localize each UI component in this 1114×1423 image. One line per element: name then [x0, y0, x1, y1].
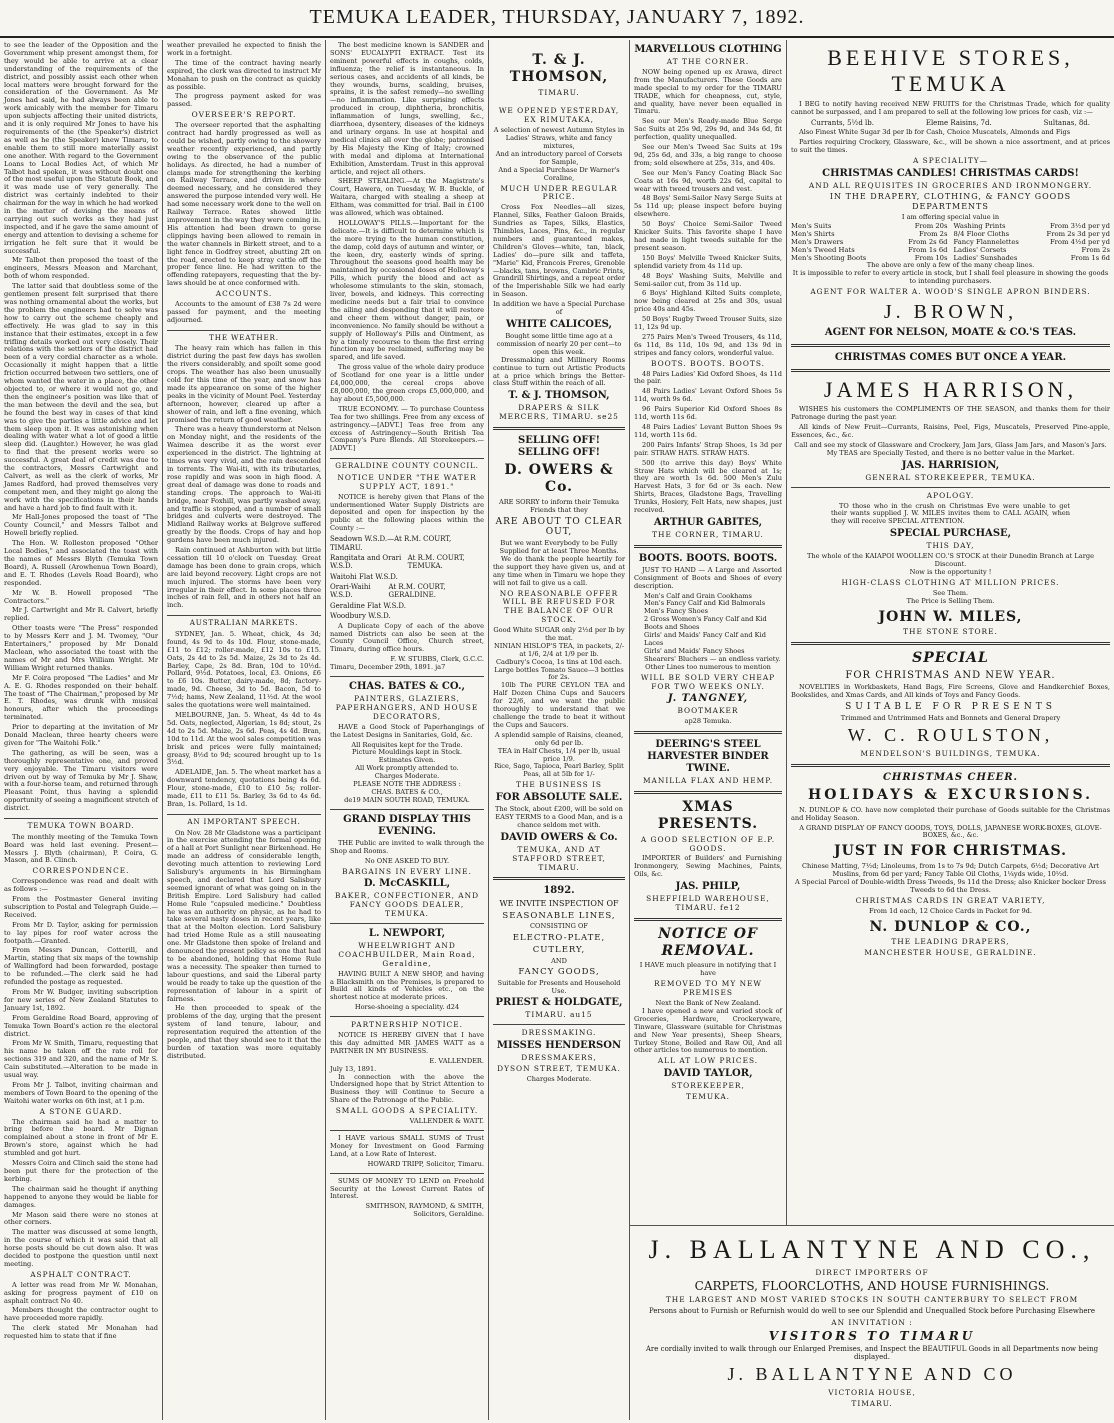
advertiser-name: DAVID TAYLOR,	[663, 1068, 753, 1080]
article-text: He then proceeded to speak of the problems of the day, urging that the present system of land tenure, labour, and representation required the attention of the people, and that they should see to it that the burden of taxation was more equitably distributed.	[167, 1004, 321, 1060]
table-row: Men's Drawers From 2s 6d	[791, 237, 948, 246]
list-item: Girls' and Maids' Fancy Shoes	[644, 646, 745, 655]
list-item: BOOTS. BOOTS. BOOTS.	[651, 358, 765, 368]
article-text: The progress payment asked for was passed.	[167, 92, 321, 109]
ad-text: DIRECT IMPORTERS OF	[815, 1268, 929, 1277]
ad-text: NO REASONABLE OFFER WILL BE REFUSED FOR THE BALANCE OF OUR STOCK.	[499, 588, 619, 625]
article-text: The gross value of the whole dairy produce of Scotland for one year is a little under £4,000,000, the cereal crops above £8,000,000, the green crops £5,000,000, and hay about £5,500,000.	[330, 363, 484, 403]
article-text: Messrs Coira and Clinch said the stone had been put there for the protection of the kerbing.	[4, 1159, 158, 1183]
article-text: to see the leader of the Opposition and the Government whip present amongst them, for they would be able to arrive at a clear understanding of the requirements of the district, and possibly assist each other when local matters were brought forward for the consideration of the Government. As Mr Jones had said, he had always been able to work amicably with the member for Timaru upon subjects affecting their united districts, and it is only required Mr Jones to have his requirements of the (the Speaker's) district as well as he (the Speaker) knew Timaru, to enable them to still more materially assist one another. With regard to the Government Loans to Local Bodies Act, of which Mr Talbot had spoken, it was without doubt one of the most useful upon the Statute Book, and it was made use of very generally. The district was certainly indebted to their chairman for the way in which he had worked in the matter of devising the means of carrying out such works as they had just inspected, and if he gave the same amount of energy and attention to devising a scheme for irrigation he felt sure that it would be successful.	[4, 41, 158, 255]
ad-text: Next the Bank of New Zealand.	[655, 999, 761, 1007]
signature: DAVID OWERS & Co.	[500, 831, 618, 843]
ad-text: But we want Everybody to be Fully Supplied for at least Three Months.	[499, 539, 619, 555]
ad-text: I am offering special value in	[901, 212, 1000, 221]
ad-text: The Price is Selling Them.	[906, 596, 995, 605]
ad-place: THE STONE STORE.	[903, 627, 998, 637]
sub-heading: NOTICE UNDER "THE WATER SUPPLY ACT, 1891."	[337, 472, 477, 491]
signature: VALLENDER & WATT.	[409, 1117, 484, 1126]
advertiser-name: T. & J. THOMSON,	[509, 52, 609, 85]
ad-title: DEERING'S STEEL HARVESTER BINDER TWINE.	[647, 739, 769, 775]
ad-text: Suitable for Presents and Household Use.	[497, 978, 621, 995]
ad-text: It is impossible to refer to every article in stock, but I shall feel pleasure in showing the goods to intending purchasers.	[792, 269, 1109, 286]
article-text: On Nov. 28 Mr Gladstone was a participant in the exercise attending the formal opening of a hall at Port Sunlight near Birkenhead. He made an address of considerable length, devoting much attention to reviewing Lord Salisbury's arguments in his Birmingham speech, and declared that Lord Salisbury seemed ignorant of what was going on in the British Empire. Lord Salisbury had called Home Rule "capsuled medicine." Doubtless he was an authority on physic, as he had to take several nasty doses in recent years, like that at the Molton election. Lord Salisbury had tried Home Rule as a still nauseating one. Mr Gladstone then spoke of Ireland and denounced the present policy as one that had to be abandoned, holding that Home Rule was a necessity. The speaker then turned to labour questions, and said the Liberal party would be ready to take up the question of the representation of labour in a spirit of fairness.	[167, 828, 321, 1003]
column-5	[630, 40, 787, 1420]
column-6	[787, 40, 1114, 1420]
ad-text: In connection with the above the Undersigned hope that by Strict Attention to Business they will Continue to Secure a Share of the Patronage of the Public.	[330, 1072, 484, 1105]
article-text: The latter said that doubtless some of the gentlemen present felt surprised that there was nothing ornamental about the works, but the problem the engineers had to solve was how to carry out the scheme cheaply and effectively. He was glad to say in this instance that their estimates, except in a few trifling details worked out very closely. Their relations with the settlers of the district had been of a very cordial character as a whole. Occasionally it might happen that a little friction occurred between two settlers, one of whom wanted the water in a place, the other objected to, or where it would not go, and then the engineer's position was like that of the man between the devil and the sea, but he found the best way in cases of that kind was to give the parties a little advice and let them sleep upon it. It was astonishing when dealing with water what a lot of good a little sleep did. (Laughter.) However, he was glad to find that the present works were so successful. A great deal of credit was due to the contractors, Messrs Cartwright and Calvert, as well as the clerk of works, Mr James Radford, had proved themselves very competent men, and they might go along the work with the specifications in their hands and have a hard job to find fault with it.	[4, 282, 158, 512]
ad-text: CUTLERY,	[532, 945, 586, 956]
ad-text: From 1d each, 12 Choice Cards in Packet for 9d.	[869, 906, 1032, 915]
article-text: The heavy rain which has fallen in this district during the past few days has swollen the rivers considerably, and spoilt some good crops. The weather has also been unusually cold for this time of the year, and snow has made its appearance on some of the higher peaks in the vicinity of Mount Peel. Yesterday afternoon, however, cleared up after a shower of rain, and left a fine evening, which promised the return of good weather.	[167, 344, 321, 424]
section-heading: AUSTRALIAN MARKETS.	[167, 615, 321, 628]
advertiser-name: W. C. ROULSTON,	[847, 725, 1054, 746]
ad-text: Charges Moderate.	[526, 1074, 592, 1083]
district-list	[330, 535, 484, 621]
ad-text: NOTICE IS HEREBY GIVEN that I have this day admitted MR JAMES WATT as a PARTNER IN MY BUSINESS.	[330, 1031, 484, 1055]
table-row: Men's Suits From 20s	[791, 221, 948, 230]
ad-text: NOVELTIES in Workbaskets, Hand Bags, Fire Screens, Glove and Handkerchief Boxes, Bookslides, and Xmas Cards, and All kinds of Toys and Fancy Goods.	[791, 682, 1110, 699]
article-text: Mr F. Coira proposed "The Ladies" and Mr A. E. G. Rhodes responded on their behalf. The toast of "The Chairman," proposed by Mr E. T. Rhodes, was drunk with musical honours, after which the proceedings terminated.	[4, 673, 158, 722]
ad-text: Also Finest White Sugar 3d per lb for Cash, Choice Muscatels, Almonds and Figs	[799, 127, 1071, 136]
ad-place: TEMUKA.	[685, 1092, 731, 1102]
signature: SMITHSON, RAYMOND, & SMITH, Solicitors, Geraldine.	[365, 1202, 484, 1219]
article-text: From Mr J. Talbot, inviting chairman and members of Town Board to the opening of the Waitohi water works on 6th inst, at 1 p.m.	[4, 1080, 158, 1105]
column-2	[163, 40, 326, 1420]
ad-text: Are cordially invited to walk through our Enlarged Premises, and Inspect the BEAUTIFUL Goods in all Departments now being displayed.	[645, 1345, 1099, 1361]
ad-title: WE OPENED YESTERDAY, EX RIMUTAKA,	[498, 106, 620, 125]
ad-text: My TEAS are Specially Tested, and there is no better value in the Market.	[826, 448, 1075, 457]
list-item: Woodbury W.S.D.	[330, 612, 391, 621]
ad-text: Chinese Matting, 7½d; Linoleums, from 1s to 7s 9d; Dutch Carpets, 6½d; Decorative Art Muslins, from 6d per yard; Fancy Table Oil Cloths, 1¼yds wide, 10½d.	[801, 862, 1100, 879]
ad-place: THE CORNER, TIMARU.	[652, 529, 764, 539]
ad-text: A selection of newest Autumn Styles in Ladies' Straws, white and fancy mixtures,	[493, 126, 625, 151]
ad-text: AN INVITATION :	[831, 1318, 913, 1327]
table-row: 8/4 Floor Cloths From 2s 3d per yd	[953, 229, 1110, 238]
ad-text: CHRISTMAS CANDLES! CHRISTMAS CARDS!	[822, 167, 1079, 179]
signature: PRIEST & HOLDGATE,	[495, 997, 623, 1009]
article-text: Mr Hall-Jones proposed the toast of "The County Council," and Messrs Talbot and Howell briefly replied.	[4, 513, 158, 538]
article-text: Mr J. Cartwright and Mr R. Calvert, briefly replied.	[4, 606, 158, 623]
article-text: The monthly meeting of the Temuka Town Board was held last evening. Present—Messrs J. Blyth (chairman), P. Coira, G. Mason, and B. Clinch.	[4, 832, 158, 865]
ad-text: We do thank the people heartily for the support they have given us, and at any time when in Timaru we hope they will not fail to give us a call.	[493, 554, 625, 587]
article-text: Mr Talbot then proposed the toast of the engineers, Messrs Meason and Marchant, both of whom responded.	[4, 256, 158, 281]
ad-text: FOR ABSOLUTE SALE.	[495, 792, 623, 804]
ad-text: THE LARGEST AND MOST VARIED STOCKS IN SOUTH CANTERBURY TO SELECT FROM	[665, 1295, 1079, 1304]
ad-text: WE INVITE INSPECTION OF	[499, 899, 619, 909]
advertiser-name: CHAS. BATES & CO.,	[349, 681, 465, 693]
article-text: weather prevailed he expected to finish the work in a fortnight.	[167, 41, 321, 57]
list-item: 48 Boys' Washing Suits, Melville and Semi-sailor cut, from 3s 11d up.	[634, 271, 782, 288]
ad-text: de19 MAIN SOUTH ROAD, TEMUKA.	[344, 795, 470, 804]
price-row: Currants, 5½d lb. Eleme Raisins, 7d. Sultanas, 8d.	[811, 118, 1090, 127]
ad-title: CHRISTMAS CHEER.	[882, 771, 1019, 783]
ad-text: IN THE DRAPERY, CLOTHING, & FANCY GOODS DEPARTMENTS	[829, 192, 1072, 212]
ad-place: TIMARU.	[851, 1399, 893, 1408]
list-item: See our Men's Tweed Sac Suits at 19s 9d, 25s 6d, and 33s, a big range to choose from; sold elsewhere at 25s, 31s, and 40s.	[634, 143, 782, 167]
article-text: The gathering, as will be seen, was a thoroughly representative one, and proved very enjoyable. The Timaru visitors were driven out by way of Temuka by Mr J. Shaw, with a four-horse team, and returned through Pleasant Point, thus having a splendid opportunity of seeing a magnificent stretch of district.	[4, 748, 158, 813]
ad-place: TEMUKA, AND AT STAFFORD STREET, TIMARU.	[512, 844, 606, 872]
ad-place: MENDELSON'S BUILDINGS, TEMUKA.	[860, 749, 1041, 759]
advertiser-name: N. DUNLOP & CO.,	[869, 918, 1032, 935]
advertiser-name: J. BROWN,	[883, 300, 1018, 323]
sub-heading: A STONE GUARD.	[39, 1106, 123, 1116]
ad-title: SELLING OFF! SELLING OFF!	[517, 435, 601, 459]
ad-title: APOLOGY.	[926, 490, 975, 500]
ad-text: I have opened a new and varied stock of Groceries, Hardware, Crockeryware, Tinware, Glassware (suitable for Christmas and New Year presents), Sheep Shears, Turkey Stone, Boiled and Raw Oil, And all other articles too numerous to mention.	[634, 1006, 782, 1055]
list-item: Men's Fancy Calf and Kid Balmorals	[644, 599, 766, 608]
list-item: 500 (to arrive this day) Boys' White Straw Hats which will be cleared at 1s; they are worth 1s 6d. 500 Men's Zulu Harvest Hats, 3 for 6d or 3s each. New Shirts, Braces, Gladstone Bags, Travelling Trunks, Hosiery, Felt Hats, new shapes, just received.	[634, 458, 782, 515]
ad-text: CHAS. BATES & CO.,	[371, 787, 443, 796]
signature: HOWARD TRIPP, Solicitor, Timaru.	[367, 1159, 484, 1168]
ad-text: Trimmed and Untrimmed Hats and Bonnets and General Drapery	[840, 713, 1061, 722]
article-text: From Mr D. Taylor, asking for permission to lay pipes for roof water across the footpath.—Granted.	[4, 920, 158, 945]
advertiser-name: D. OWERS & Co.	[504, 462, 614, 495]
ad-text: Rice, Sago, Tapioca, Pearl Barley, Split Peas, all at 5lb for 1/-	[494, 762, 624, 779]
sub-heading: OVERSEER'S REPORT.	[191, 110, 297, 120]
ad-text: NINIAN HISLOP'S TEA, in packets, 2/- at 1/6, 2/4 at 1/9 per lb.	[493, 641, 625, 658]
boots-list	[634, 593, 782, 664]
ad-text: Persons about to Furnish or Refurnish would do well to see our Splendid and Unequalled Stock before Purchasing Elsewhere	[648, 1307, 1096, 1315]
article-text: The chairman said he thought if anything happened to anyone they would be liable for damages.	[4, 1184, 158, 1209]
list-item: Girls' and Maids' Fancy Calf and Kid Laces	[644, 631, 766, 647]
ad-text: Now is the opportunity !	[909, 567, 992, 576]
article-text: The overseer reported that the asphalting contract had hardly progressed as well as could be wished, partly owing to the showery weather recently experienced, and partly owing to the observance of the public holidays. As directed, he had a number of clamps made for strengthening the kerbing on Railway Terrace, and driven in where deemed necessary, and he considered they answered the purpose intended very well. He had some necessary work done to the well on Railway Terrace. Rates showed little improvement in the way they were coming in. His attention had been drawn to gorse clippings having been allowed to remain in the water channels in Birkett street, and to a light fence in Godfrey street, abutting 2ft on the road, erected to keep stray cattle off the proper fence line. He had written to the offending ratepayers, requesting that the by-laws should be at once conformed with.	[167, 121, 321, 288]
ad-text: PLEASE NOTE THE ADDRESS :	[353, 780, 461, 789]
signature: E. VALLENDER.	[429, 1056, 484, 1065]
ad-sub: MANILLA FLAX AND HEMP.	[642, 776, 774, 786]
ad-text: CHRISTMAS CARDS IN GREAT VARIETY,	[855, 895, 1046, 905]
table-row: Ladies' Sunshades From 1s 6d	[953, 254, 1110, 263]
ad-place: ap28 Temuka.	[684, 717, 732, 726]
ad-place: VICTORIA HOUSE,	[828, 1388, 916, 1397]
ad-title: 1892.	[543, 885, 575, 897]
table-row: Fancy Flannelettes From 4½d per yd	[953, 237, 1110, 246]
ad-text: REMOVED TO MY NEW PREMISES	[653, 979, 763, 998]
article-text: Mr W. B. Howell proposed "The Contractors."	[4, 588, 158, 605]
ad-text: SEASONABLE LINES,	[502, 911, 616, 922]
ad-text: Estimates Given.	[378, 756, 436, 765]
signature: JAS. HARRISION,	[901, 459, 1000, 471]
ad-title: BEEHIVE STORES, TEMUKA	[827, 45, 1074, 97]
ad-sub: AT THE CORNER.	[666, 57, 750, 66]
advertiser-name: JAS. PHILP,	[675, 881, 741, 893]
ad-text: ALL AT LOW PRICES.	[657, 1056, 759, 1066]
ad-place: MANCHESTER HOUSE, GERALDINE.	[864, 948, 1037, 958]
ad-text: TO those who in the crush on Christmas Eve were unable to get their wants supplied J. W. MILES invites them to CALL AGAIN, when they will receive SPECIAL ATTENTION.	[831, 501, 1070, 526]
signature: F. W. STUBBS, Clerk, G.C.C.	[390, 655, 484, 664]
ad-text: DRESSMAKERS,	[521, 1053, 597, 1063]
ad-text: Cross Fox Needles—all sizes, Flannel, Silks, Feather Galoon Braids, Sundries as Tapes, Silks, Elastics, Thimbles, Laces, Pins, &c., in regular numbers and guaranteed makes, Children's Gloves—white, tan, black, Ladies' do—pure silk and taffeta, "Marie" Kid, Francois Freres, Grenoble—blacks, tans, browns, Cambric Prints, Grandrill Shirtings, and a repeat order of the Imperishable Silk we had early in Season.	[493, 203, 625, 299]
ad-text: IMPORTER of Builders' and Furnishing Ironmongery, Sewing Machines, Paints, Oils, &c.	[634, 854, 782, 879]
ad-title: MARVELLOUS CLOTHING	[634, 44, 782, 55]
ad-text: All kinds of New Fruit—Currants, Raisins, Peel, Figs, Muscatels, Preserved Pine-apple, Essences, &c., &c.	[791, 423, 1110, 440]
article-text: The Hon. W. Rolleston proposed "Other Local Bodies," and associated the toast with the names of Messrs Blyth (Temuka Town Board), A. Russell (Arowhenua Town Board), and E. T. Rhodes (Levels Road Board), who responded.	[4, 539, 158, 587]
ad-text: I HAVE much pleasure in notifying that I have	[639, 961, 777, 978]
trade-line: PAINTERS, GLAZIERS, PAPERHANGERS, AND HOUSE DECORATORS,	[335, 694, 479, 721]
list-item: 6 Boys' Highland Kilted Suits complete, now being cleared at 25s and 30s, usual price 40s and 45s.	[634, 289, 782, 314]
article-text: The clerk stated Mr Monahan had requested him to state that if fine	[4, 1324, 158, 1341]
ad-text: Picture Mouldings kept in Stock.	[352, 748, 462, 757]
ad-text: And a Special Purchase Dr Warner's Coraline,	[498, 165, 620, 182]
list-item: Seadown W.S.D.—At R.M. COURT, TIMARU.	[330, 535, 452, 552]
ballantyne-advertisement	[630, 1225, 1114, 1420]
signature: ARTHUR GABITES,	[653, 516, 763, 528]
ad-text: Large bottles Tomato Sauce—3 bottles for 2s.	[494, 665, 624, 682]
ad-title: DRESSMAKING.	[521, 1028, 597, 1038]
list-item: See our Men's Fancy Coating Black Sac Coats at 16s 9d, worth 22s 6d, capital to wear with tweed trousers and vest.	[634, 168, 782, 193]
ad-text: The Stock, about £200, will be sold on EASY TERMS to a Good Man, and is a chance seldom met with.	[494, 805, 624, 829]
newspaper-title: TEMUKA LEADER, THURSDAY, JANUARY 7, 1892.	[309, 6, 805, 28]
table-row: Men's Shooting Boots From 10s	[791, 254, 948, 263]
ad-text: AND ALL REQUISITES IN GROCERIES AND IRONMONGERY.	[808, 180, 1093, 190]
ad-sub: HOLIDAYS & EXCURSIONS.	[807, 786, 1094, 803]
ad-text: JUST IN FOR CHRISTMAS.	[833, 843, 1068, 860]
ad-text: SMALL GOODS A SPECIALITY.	[335, 1106, 479, 1116]
ad-text: A GRAND DISPLAY OF FANCY GOODS, TOYS, DOLLS, JAPANESE WORK-BOXES, GLOVE-BOXES, &c., &c.	[799, 823, 1102, 840]
advertiser-name: D. McCASKILL,	[363, 878, 451, 890]
ad-text: No ONE ASKED TO BUY.	[364, 856, 450, 865]
list-item: 150 Boys' Melville Tweed Knicker Suits, splendid variety from 4s 11d up.	[634, 253, 782, 270]
list-item: 48 Boys' Semi-Sailor Navy Serge Suits at 5s 11d up; please inspect before buying elsewhere.	[634, 194, 782, 219]
list-item: Men's Calf and Grain Cookhams	[644, 591, 752, 600]
date-line: Timaru, December 29th, 1891. ja7	[330, 663, 446, 672]
ad-text: DYSON STREET, TEMUKA.	[497, 1064, 621, 1074]
ad-text: HAVING BUILT A NEW SHOP, and having a Blacksmith on the Premises, is prepared to Build all kinds of Vehicles etc., on the shortest notice at moderate prices.	[330, 969, 484, 1002]
column-4	[489, 40, 630, 1420]
ad-text: See Them.	[932, 588, 969, 597]
ad-text: AND	[551, 956, 567, 965]
article-text: Rain continued at Ashburton with but little cessation till 10 o'clock on Tuesday. Great damage has been done to grain crops, which are laid beyond recovery. Light crops are not much injured. The storms have been very irregular in their effect. In some places three inches of rain fell, and in others not half an inch.	[167, 546, 321, 610]
ad-text: THE Public are invited to walk through the Shop and Rooms.	[330, 838, 484, 855]
article-text: SHEEP STEALING.—At the Magistrate's Court, Hawera, on Tuesday, W. B. Buckle, of Waitara, charged with stealing a sheep at Eltham, was committed for trial. Bail in £100 was allowed, which was obtained.	[330, 177, 484, 218]
trade-line: THE LEADING DRAPERS,	[891, 937, 1010, 947]
list-item: 96 Pairs Superior Kid Oxford Shoes 8s 11d, worth 11s 6d.	[634, 405, 782, 422]
ad-title: BOOTS. BOOTS. BOOTS.	[638, 552, 778, 564]
advertiser-name: J. BALLANTYNE AND CO.,	[648, 1235, 1096, 1264]
advertiser-name: J. TANGNEY,	[667, 693, 749, 705]
article-text: ADELAIDE, Jan. 5. The wheat market has a downward tendency, quotations being 4s 6d. Flour, stone-made, £10 to £10 5s; roller-made, £11 to £11 5s. Barley, 3s 6d to 4s 6d. Bran, 1s. Pollard, 1s 1d.	[167, 768, 321, 808]
ad-title: SPECIAL	[912, 650, 989, 667]
table-row: Men's Shirts From 2s	[791, 229, 948, 238]
ad-text: HAVE a Good Stock of Paperhangings of the Latest Designs in Sanitaries, Gold, &c.	[330, 722, 484, 739]
ad-text: Dressmaking and Millinery Rooms continue to turn out Artistic Products at a price which brings the Better-class Stuff within the reach of all.	[493, 355, 625, 388]
price-table	[791, 222, 1110, 263]
ad-text: The whole of the KAIAPOI WOOLLEN CO.'S STOCK at their Dunedin Branch at Large Discount.	[807, 552, 1094, 568]
ad-text: ARE SORRY to inform their Temuka Friends that they	[498, 497, 620, 514]
ad-text: ARE ABOUT TO CLEAR OUT,	[495, 516, 623, 538]
ad-text: A GOOD SELECTION OF E.P. GOODS.	[640, 834, 776, 853]
article-text: TRUE ECONOMY. — To purchase Countess Tea for two shillings. Free from any excess of astringency.—[ADVT.] Teas free from any excess of Astringency—South British Tea Company's Pure Blends. All Storekeepers.—[ADVT.]	[330, 404, 484, 453]
ad-place: TIMARU. au15	[525, 1010, 593, 1020]
ad-text: TEA in Half Chests, 1/4 per lb, usual price 1/9.	[497, 746, 621, 763]
sub-heading: ACCOUNTS.	[215, 289, 273, 299]
ad-text: WILL BE SOLD VERY CHEAP FOR TWO WEEKS ONLY.	[640, 672, 776, 691]
ad-text: ELECTRO-PLATE,	[512, 933, 606, 944]
list-item: 200 Pairs Infants' Strap Shoes, 1s 3d per pair. STRAW HATS. STRAW HATS.	[634, 440, 782, 457]
table-row: Ladies' Corsets From 2s	[953, 246, 1110, 255]
article-text: Other toasts were "The Press" responded to by Messrs Kerr and J. M. Twomey, "Our Entertainers," proposed by Mr Donald Maclean, who associated the toast with the names of Mr and Mrs William Wright. Mr William Wright returned thanks.	[4, 624, 158, 672]
list-item: 48 Pairs Ladies' Kid Oxford Shoes, 4s 11d the pair.	[634, 369, 782, 386]
article-text: The chairman said he had a matter to bring before the board. Mr Dignan complained about a stone in front of Mr E. Brown's store, against which he had stumbled and got hurt.	[4, 1117, 158, 1158]
article-text: From Mr W. Budger, inviting subscription for new series of New Zealand Statutes to January 1st, 1892.	[4, 988, 158, 1012]
signature: T. & J. THOMSON,	[508, 390, 610, 402]
advertiser-name: MISSES HENDERSON	[496, 1040, 622, 1052]
article-text: The best medicine known is SANDER and SONS' EUCALYPTI EXTRACT. Test its eminent powerful effects in coughs, colds, influenza; the relief is instantaneous. In serious cases, and accidents of all kinds, be they wounds, burns, scalding, bruises, sprains, it is the safest remedy—no swelling—no inflammation. Like surprising effects produced in croup, diphtheria, bronchitis, inflammation of lungs, swelling, &c., diarrhoea, dysentery, diseases of the kidneys and urinary organs. In use at hospital and medical clinics all over the globe; patronised by His Majesty the King of Italy; crowned with medal and diploma at International Exhibition, Amsterdam. Trust in this approval article, and reject all others.	[330, 41, 484, 176]
masthead	[0, 0, 1114, 38]
ad-text: BARGAINS IN EVERY LINE.	[342, 866, 472, 876]
ad-text: And an introductory parcel of Corsets for Sample,	[495, 149, 623, 166]
ad-text: WISHES his customers the COMPLIMENTS OF THE SEASON, and thanks them for their Patronage during the past year.	[791, 405, 1110, 422]
list-item: 275 Pairs Men's Tweed Trousers, 4s 11d, 6s 11d, 8s 11d, 10s 9d, and 13s 9d in stripes and fancy colors, wonderful value.	[634, 332, 782, 357]
ad-text: SUMS OF MONEY TO LEND on Freehold Security at the Lowest Current Rates of Interest.	[330, 1176, 484, 1201]
ad-text: THE BUSINESS IS	[516, 780, 602, 790]
column-3	[326, 40, 489, 1420]
list-item: 50 Boys' Choice Semi-Sailor Tweed Knicker Suits. This favorite shape I have had made in light tweeds suitable for the present season.	[634, 220, 782, 252]
article-text: Correspondence was read and dealt with as follows :—	[4, 877, 158, 894]
table-row: Men's Tweed Hats From 1s 6d	[791, 246, 948, 255]
ad-place: SHEFFIELD WAREHOUSE, TIMARU. fe12	[646, 894, 770, 912]
ad-text: All Work promptly attended to.	[355, 764, 459, 773]
list-item: Waitohi Flat W.S.D.	[330, 572, 398, 581]
ad-text: All Requisites kept for the Trade.	[351, 740, 463, 749]
article-text: Members thought the contractor ought to have proceeded more rapidly.	[4, 1306, 158, 1323]
ad-text: Cadbury's Cocoa, 1s tins at 10d each.	[495, 657, 623, 666]
ad-text: I BEG to notify having received NEW FRUITS for the Christmas Trade, which for quality cannot be surpassed, and I am prepared to sell at the following low prices for cash, viz :—	[791, 99, 1110, 116]
signature: J. BALLANTYNE AND CO	[727, 1364, 1017, 1384]
ad-text: 10lb The PURE CEYLON TEA and Half Dozen China Cups and Saucers for 22/6, and we want the public thoroughly to understand that we challenge the trade to beat it without the Cups and Saucers.	[493, 681, 625, 729]
ad-text: HIGH-CLASS CLOTHING AT MILLION PRICES.	[841, 577, 1060, 587]
list-item: 48 Pairs Ladies' Levant Oxford Shoes 5s 11d, worth 9s 6d.	[634, 387, 782, 404]
ad-text: JUST TO HAND — A Large and Assorted Consignment of Boots and Shoes of every description.	[634, 565, 782, 590]
article-text: From Messrs Duncan, Cotterill, and Martin, stating that six maps of the township of Wallingford had been forwarded, postage to be refunded.—The clerk said he had refunded the postage as requested.	[4, 946, 158, 987]
section-heading: AN IMPORTANT SPEECH.	[167, 814, 321, 827]
article-text: A Duplicate Copy of each of the above named Districts can also be seen at the County Council Office, Church street, Timaru, during office hours.	[330, 621, 484, 654]
section-heading: TEMUKA TOWN BOARD.	[4, 818, 158, 831]
column-1	[0, 40, 163, 1420]
section-heading: GERALDINE COUNTY COUNCIL.	[330, 458, 484, 471]
date-line: July 13, 1891.	[330, 1064, 377, 1073]
list-item: See our Men's Ready-made Blue Serge Sac Suits at 25s 9d, 29s 9d, and 34s 6d, fit perfection, quality unequalled.	[634, 117, 782, 142]
advertiser-name: JAMES HARRISON,	[823, 376, 1078, 402]
ad-place: TIMARU.	[538, 87, 580, 97]
ad-text: Other Lines too numerous to mention	[645, 662, 771, 671]
article-text: Accounts to the amount of £38 7s 2d were passed for payment, and the meeting adjourned.	[167, 300, 321, 324]
trade-line: BAKER, CONFECTIONER, AND FANCY GOODS DEALER, TEMUKA.	[334, 891, 480, 919]
ad-text: Horse-shoeing a speciality. d24	[354, 1003, 460, 1012]
ad-text: NOW being opened up ex Arawa, direct from the Manufacturers. These Goods are made special to my order for the TIMARU TRADE, which for cheapness, cut, style, and quality, have never been equalled in Timaru.	[634, 67, 782, 116]
ad-text: SPECIAL PURCHASE,	[889, 528, 1012, 540]
ad-title: GRAND DISPLAY THIS EVENING.	[343, 813, 471, 837]
ad-text: SUITABLE FOR PRESENTS	[845, 701, 1056, 712]
ad-text: Call and see my stock of Glassware and Crockery, Jam Jars, Glass Jam Jars, and Mason's Jars.	[794, 440, 1107, 449]
article-text: MELBOURNE, Jan. 5. Wheat, 4s 4d to 4s 5d. Oats, neglected, Algerian, 1s 8d; stout, 2s 4d to 2s 5d. Maize, 2s 6d. Peas, 4s 4d. Bran, 10d to 11d. At the wool sales competition was brisk and prices were fully maintained; greasy, 8½d to 9d; scoured brought up to 1s 3½d.	[167, 711, 321, 767]
ad-title: PARTNERSHIP NOTICE.	[351, 1020, 463, 1030]
table-row: Washing Prints From 3½d per yd	[953, 221, 1110, 230]
article-text: There was a heavy thunderstorm at Nelson on Monday night, and the residents of the Waimea describe it as the worst ever experienced in the district. The lightning at times was very vivid, and the rain descended in torrents. The Wai-iti, with its tributaries, rose rapidly and was soon in high flood. A great deal of damage was done to roads and standing crops. The approach to Wai-iti bridge, near Foxhill, was partly washed away, and traffic is stopped, and a number of small bridges and culverts were destroyed. The Midland Railway works at Belgrove suffered greatly by the floods. Crops of hay and hop gardens have been much injured.	[167, 425, 321, 545]
ad-text: A splendid sample of Raisins, cleaned, only 6d per lb.	[494, 730, 624, 747]
ad-text: CONSISTING OF	[530, 922, 588, 931]
ad-title: CHRISTMAS COMES BUT ONCE A YEAR.	[834, 351, 1067, 363]
list-item: 48 Pairs Ladies' Levant Button Shoes 9s 11d, worth 11s 6d.	[634, 423, 782, 439]
ad-text: WHITE CALICOES,	[506, 319, 612, 330]
article-text: Mr Mason said there were no stones at other corners.	[4, 1210, 158, 1227]
ad-text: THIS DAY,	[926, 541, 975, 551]
list-item: 2 Gross Women's Fancy Calf and Kid Boots and Shoes	[644, 615, 767, 632]
ad-text: CARPETS, FLOORCLOTHS, AND HOUSE FURNISHINGS.	[694, 1279, 1050, 1293]
ad-text: A SPECIALITY—	[912, 155, 989, 165]
trade-line: DRAPERS & SILK MERCERS, TIMARU. se25	[499, 403, 619, 422]
article-text: Prior to departing at the invitation of Mr Donald Maclean, three hearty cheers were given for "The Waitohi Folk."	[4, 723, 158, 747]
list-item: Men's Fancy Shoes	[644, 607, 709, 616]
ad-sub: FOR CHRISTMAS AND NEW YEAR.	[845, 669, 1056, 681]
list-item: Orari-Waihi W.S.D. At R.M. COURT, GERALDINE.	[330, 583, 446, 600]
list-item: Rangitata and Orari W.S.D. At R.M. COURT, TEMUKA.	[330, 553, 465, 571]
list-item: Geraldine Flat W.S.D.	[330, 601, 406, 610]
article-text: SYDNEY, Jan. 5. Wheat, chick, 4s 3d; found, 4s 9d to 4s 10d. Flour, stone-made, £11 to £12; roller-made, £12 10s to £15. Oats, 2s 4d to 2s 5d. Maize, 2s 3d to 2s 4d. Barley, Cape, 2s 8d. Bran, 10d to 10½d. Pollard, 9½d. Potatoes, local, £3. Onions, £6 to £6 10s. Butter, dairy-made, 8d; factory-made, 9d. Cheese, 3d to 5d. Bacon, 5d to 7½d; hams, New Zealand, 11½d. At the wool sales the quotations were well maintained.	[167, 629, 321, 710]
section-heading: THE WEATHER.	[167, 330, 321, 343]
article-text: The time of the contract having nearly expired, the clerk was directed to instruct Mr Monahan to push on the contract as quickly as possible.	[167, 58, 321, 91]
trade-line: GENERAL STOREKEEPER, TEMUKA.	[865, 472, 1036, 482]
trade-line: WHEELWRIGHT AND COACHBUILDER, Main Road, Geraldine,	[338, 941, 476, 968]
clothing-list	[634, 118, 782, 515]
ad-text: MUCH UNDER REGULAR PRICE.	[500, 183, 618, 202]
sub-heading: ASPHALT CONTRACT.	[30, 1269, 132, 1279]
ad-text: AGENT FOR WALTER A. WOOD'S SINGLE APRON BINDERS.	[810, 287, 1091, 297]
article-text: The matter was discussed at some length, in the course of which it was said that all horse posts should be cut down also. It was decided to postpone the question until next meeting.	[4, 1228, 158, 1268]
sub-heading: CORRESPONDENCE.	[32, 866, 130, 876]
article-text: A letter was read from Mr W. Monahan, asking for progress payment of £10 on asphalt contract No 40.	[4, 1280, 158, 1305]
ad-title: NOTICE OF REMOVAL.	[658, 925, 758, 959]
ad-text: A Special Parcel of Double-width Dress Tweeds, 9s 11d the Dress; also Knicker bocker Dress Tweeds to 6d the Dress.	[795, 877, 1106, 894]
ad-text: I HAVE various SMALL SUMS of Trust Money for Investment on Good Farming Land, at a Low Rate of Interest.	[330, 1133, 484, 1158]
ad-text: FANCY GOODS,	[518, 967, 600, 978]
article-text: NOTICE is hereby given that Plans of the undermentioned Water Supply Districts are deposited and open for inspection by the public at the following places within the County :—	[330, 492, 484, 533]
ad-title: XMAS PRESENTS.	[657, 799, 759, 832]
article-text: From the Postmaster General inviting subscription to Postal and Telegraph Guide.—Received.	[4, 895, 158, 919]
ad-text: Good White SUGAR only 2½d per lb by the mat.	[493, 626, 625, 642]
advertiser-name: JOHN W. MILES,	[878, 608, 1023, 625]
ad-text: Bought some little time ago at a commission of nearly 20 per cent—to open this week.	[496, 332, 622, 356]
article-text: From Mr W. Smith, Timaru, requesting that his name be taken off the rate roll for sections 319 and 320, and the name of Mr S. Cain substituted.—Alteration to be made in usual way.	[4, 1039, 158, 1080]
trade-line: STOREKEEPER,	[671, 1081, 745, 1091]
ad-text: AGENT FOR NELSON, MOATE & CO.'S TEAS.	[824, 326, 1077, 338]
trade-line: BOOTMAKER	[677, 706, 739, 716]
ad-text: The above are only a few of the many cheap lines.	[866, 261, 1035, 270]
advertiser-name: L. NEWPORT,	[368, 928, 446, 939]
ad-text: VISITORS TO TIMARU	[768, 1329, 976, 1343]
list-item: Shearers' Bluchers — an endless variety.	[644, 654, 781, 663]
list-item: 50 Boys' Rugby Tweed Trouser Suits, size 11, 12s 9d up.	[634, 315, 782, 332]
ad-text: N. DUNLOP & CO. have now completed their purchase of Goods suitable for the Christmas and Holiday Season.	[791, 805, 1110, 822]
ad-text: Charges Moderate.	[374, 772, 440, 781]
ad-text: In addition we have a Special Purchase of	[493, 300, 625, 317]
article-text: From Geraldine Road Board, approving of Temuka Town Board's action re the electoral district.	[4, 1013, 158, 1038]
ad-text: Parties requiring Crockery, Glassware, &c., will be shown a nice assortment, and at prices to suit the times.	[791, 137, 1110, 154]
article-text: HOLLOWAY'S PILLS.—Important for the delicate.—It is difficult to determine which is the more trying to the human constitution, the damp, cold days of autumn and winter, or the keen, dry, easterly winds of spring. Throughout the seasons good health may be maintained by occasional doses of Holloway's Pills, which purify the blood and act as wholesome stimulants to the skin, stomach, liver, bowels, and kidneys. This correcting medicine needs but a fair trial to convince the ailing and desponding that it will restore and cheer them without danger, pain, or inconvenience. No family should be without a supply of Holloway's Pills and Ointment, as by a timely recourse to them the first erring function may be reclaimed, suffering may be spared, and life saved.	[330, 218, 484, 362]
